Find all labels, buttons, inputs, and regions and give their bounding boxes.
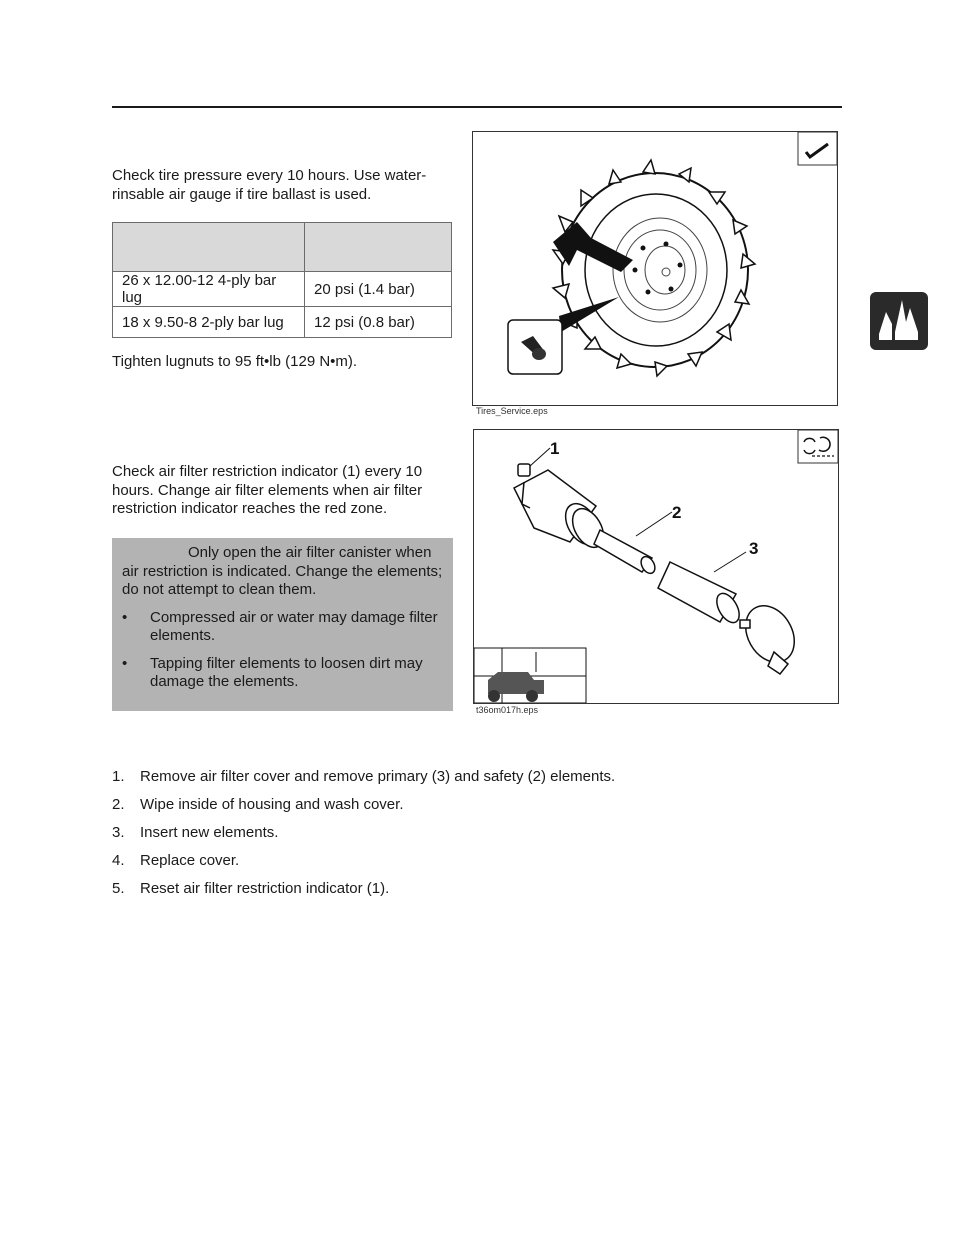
check-mark-icon	[798, 132, 837, 165]
step-number: 5.	[112, 880, 125, 897]
lugnut-torque-note: Tighten lugnuts to 95 ft•lb (129 N•m).	[112, 353, 358, 370]
step-text: Reset air filter restriction indicator (1).	[140, 880, 390, 897]
step-number: 3.	[112, 824, 125, 841]
table-cell-pressure: 20 psi (1.4 bar)	[305, 272, 452, 307]
callout-3: 3	[749, 539, 759, 558]
list-item	[122, 609, 443, 646]
tire-illustration	[553, 160, 755, 376]
step-text: Wipe inside of housing and wash cover.	[140, 796, 404, 813]
list-item	[122, 655, 443, 692]
table-cell-tire: 26 x 12.00-12 4-ply bar lug	[113, 272, 305, 307]
fluid-drops-icon	[870, 292, 928, 350]
bullet-text: Tapping filter elements to loosen dirt may damage the elements.	[150, 654, 423, 690]
air-filter-figure-caption: t36om017h.eps	[476, 705, 539, 715]
table-cell-tire: 18 x 9.50-8 2-ply bar lug	[113, 307, 305, 338]
list-item	[112, 796, 615, 824]
list-item	[112, 824, 615, 852]
air-filter-instruction: Check air filter restriction indicator (1) every 10 hours. Change air filter elements when air filter restriction indicator reaches the red zone.	[112, 463, 423, 517]
tire-figure-caption: Tires_Service.eps	[476, 406, 548, 416]
table-header-pressure	[305, 223, 452, 272]
bullet-text: Compressed air or water may damage filter elements.	[150, 608, 438, 644]
tire-pressure-table	[112, 222, 452, 338]
step-number: 1.	[112, 768, 125, 785]
bullet-glyph: •	[122, 654, 128, 672]
valve-stem-inset	[508, 320, 562, 374]
step-text: Insert new elements.	[140, 824, 279, 841]
header-rule	[112, 106, 842, 108]
side-tab-badge	[870, 292, 928, 350]
callout-2: 2	[672, 503, 682, 522]
tire-service-figure	[472, 131, 838, 406]
table-row	[113, 307, 452, 338]
callout-1: 1	[550, 439, 560, 458]
primary-element	[658, 562, 744, 626]
step-number: 2.	[112, 796, 125, 813]
air-filter-figure	[473, 429, 839, 704]
table-row	[113, 272, 452, 307]
machine-location-inset	[474, 648, 586, 703]
replace-cycle-icon	[798, 430, 838, 463]
table-header-tire	[113, 223, 305, 272]
table-cell-pressure: 12 psi (0.8 bar)	[305, 307, 452, 338]
step-text: Replace cover.	[140, 852, 240, 869]
tire-pressure-instruction: Check tire pressure every 10 hours. Use water-rinsable air gauge if tire ballast is used.	[112, 167, 427, 203]
notice-bullets	[122, 609, 443, 692]
table-header-row	[113, 223, 452, 272]
list-item	[112, 768, 615, 796]
bullet-glyph: •	[122, 608, 128, 626]
step-text: Remove air filter cover and remove primary (3) and safety (2) elements.	[140, 768, 616, 785]
step-number: 4.	[112, 852, 125, 869]
filter-cover	[736, 597, 804, 674]
notice-text: Only open the air filter canister when air restriction is indicated. Change the elements; do not attempt to clean them.	[122, 544, 443, 598]
filter-replacement-steps	[112, 768, 615, 908]
safety-element	[594, 530, 658, 576]
notice-box	[112, 538, 453, 711]
list-item	[112, 880, 615, 908]
list-item	[112, 852, 615, 880]
